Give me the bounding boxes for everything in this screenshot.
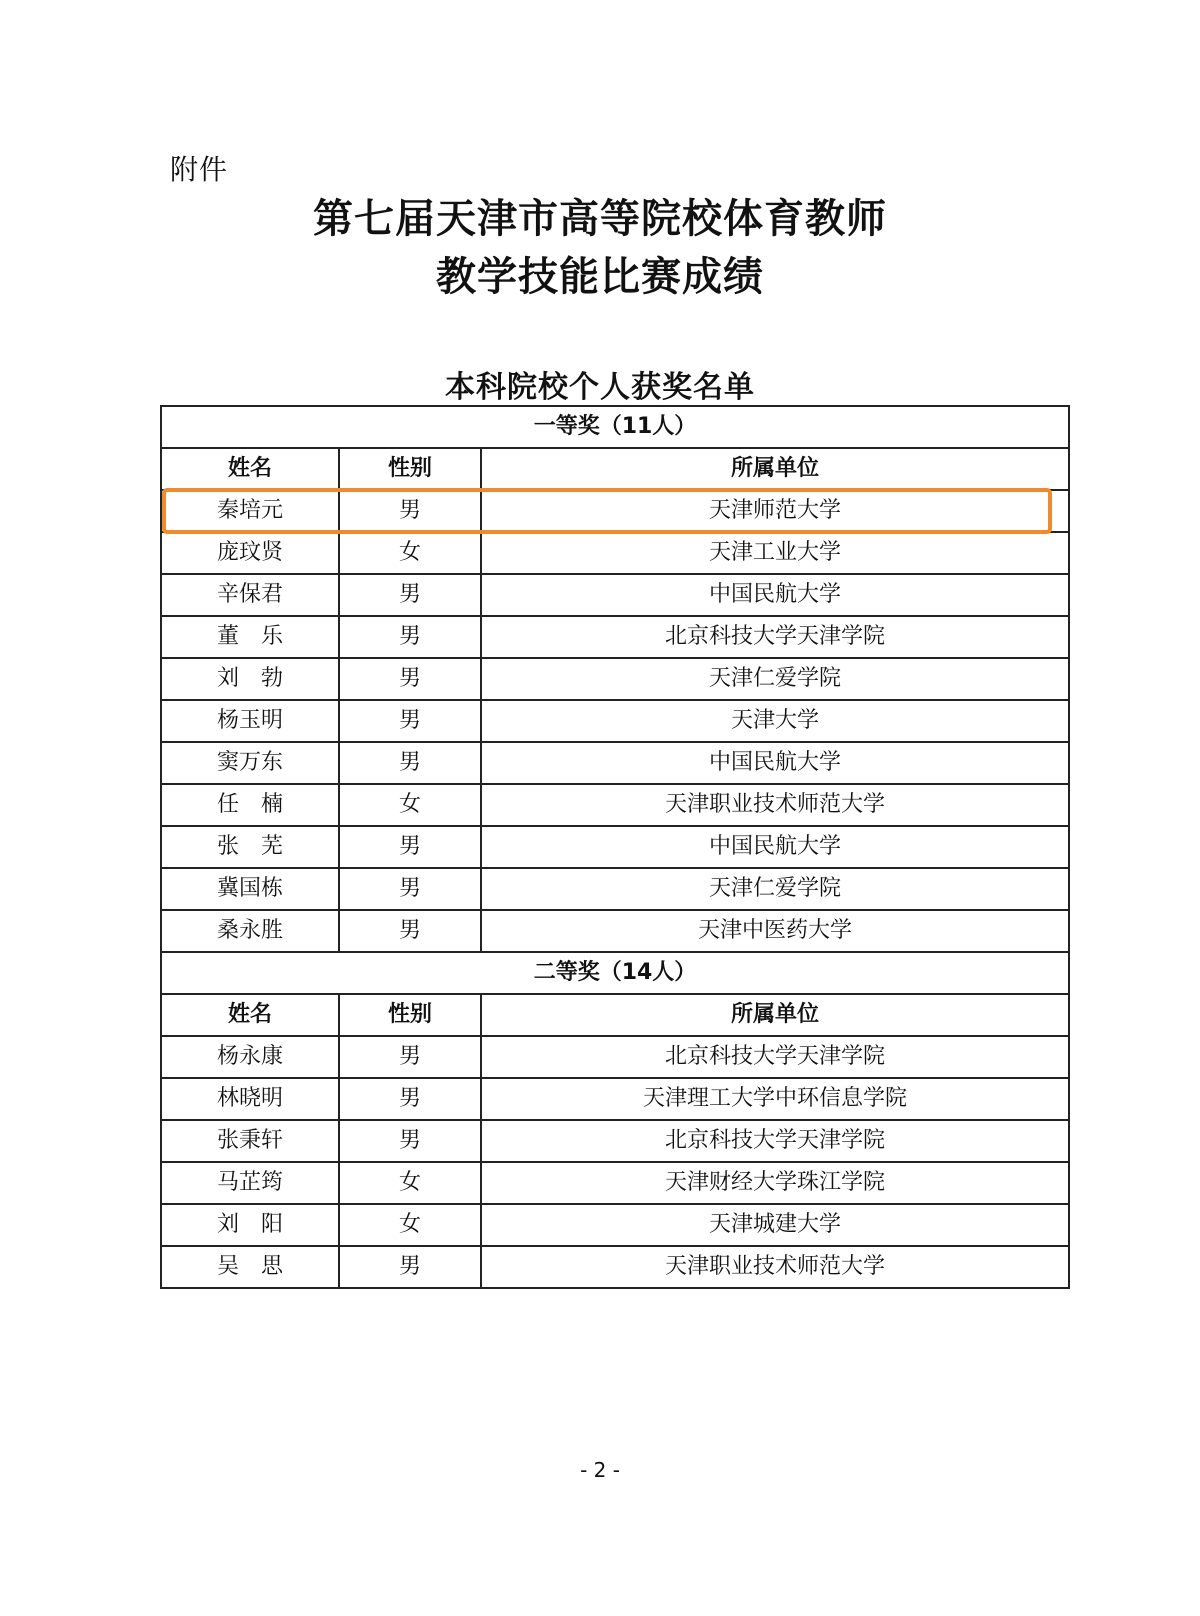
cell-name: 杨永康 <box>161 1036 339 1078</box>
cell-gender: 男 <box>339 1246 481 1288</box>
awards-table-body <box>161 406 1069 1288</box>
table-row <box>161 616 1069 658</box>
column-header-row <box>161 994 1069 1036</box>
cell-name: 马芷筠 <box>161 1162 339 1204</box>
cell-name: 杨玉明 <box>161 700 339 742</box>
cell-unit: 天津工业大学 <box>481 532 1069 574</box>
cell-gender: 男 <box>339 490 481 532</box>
section-title-row <box>161 952 1069 994</box>
column-header-name: 姓名 <box>161 994 339 1036</box>
cell-name: 桑永胜 <box>161 910 339 952</box>
cell-name: 张秉轩 <box>161 1120 339 1162</box>
cell-unit: 天津中医药大学 <box>481 910 1069 952</box>
table-row <box>161 490 1069 532</box>
document-title <box>0 190 1200 306</box>
cell-name: 冀国栋 <box>161 868 339 910</box>
column-header-unit: 所属单位 <box>481 448 1069 490</box>
cell-gender: 女 <box>339 784 481 826</box>
cell-gender: 男 <box>339 658 481 700</box>
cell-unit: 北京科技大学天津学院 <box>481 1036 1069 1078</box>
awards-table <box>160 405 1070 1289</box>
cell-gender: 男 <box>339 742 481 784</box>
column-header-row <box>161 448 1069 490</box>
table-row <box>161 1120 1069 1162</box>
cell-gender: 男 <box>339 1036 481 1078</box>
column-header-gender: 性别 <box>339 448 481 490</box>
cell-name: 刘 阳 <box>161 1204 339 1246</box>
table-row <box>161 1036 1069 1078</box>
cell-unit: 天津师范大学 <box>481 490 1069 532</box>
cell-gender: 男 <box>339 1120 481 1162</box>
cell-name: 张 芜 <box>161 826 339 868</box>
section-title: 一等奖（11人） <box>161 406 1069 448</box>
attachment-label: 附件 <box>170 153 229 186</box>
cell-name: 辛保君 <box>161 574 339 616</box>
cell-gender: 男 <box>339 574 481 616</box>
cell-name: 刘 勃 <box>161 658 339 700</box>
cell-gender: 男 <box>339 616 481 658</box>
table-row <box>161 1162 1069 1204</box>
cell-unit: 天津理工大学中环信息学院 <box>481 1078 1069 1120</box>
cell-unit: 天津仁爱学院 <box>481 658 1069 700</box>
table-row <box>161 700 1069 742</box>
cell-gender: 男 <box>339 700 481 742</box>
cell-unit: 天津城建大学 <box>481 1204 1069 1246</box>
cell-name: 董 乐 <box>161 616 339 658</box>
cell-gender: 女 <box>339 532 481 574</box>
table-row <box>161 658 1069 700</box>
cell-name: 庞玟贤 <box>161 532 339 574</box>
cell-gender: 男 <box>339 1078 481 1120</box>
cell-name: 林晓明 <box>161 1078 339 1120</box>
column-header-unit: 所属单位 <box>481 994 1069 1036</box>
table-row <box>161 784 1069 826</box>
cell-unit: 天津财经大学珠江学院 <box>481 1162 1069 1204</box>
cell-gender: 男 <box>339 826 481 868</box>
cell-gender: 男 <box>339 868 481 910</box>
cell-unit: 中国民航大学 <box>481 742 1069 784</box>
page-number: - 2 - <box>580 1458 620 1482</box>
table-row <box>161 1078 1069 1120</box>
cell-name: 吴 思 <box>161 1246 339 1288</box>
table-row <box>161 742 1069 784</box>
cell-unit: 中国民航大学 <box>481 826 1069 868</box>
cell-unit: 北京科技大学天津学院 <box>481 616 1069 658</box>
cell-unit: 天津职业技术师范大学 <box>481 784 1069 826</box>
cell-name: 任 楠 <box>161 784 339 826</box>
cell-unit: 天津大学 <box>481 700 1069 742</box>
section-title-row <box>161 406 1069 448</box>
table-row <box>161 532 1069 574</box>
cell-unit: 中国民航大学 <box>481 574 1069 616</box>
table-row <box>161 1204 1069 1246</box>
table-row <box>161 1246 1069 1288</box>
table-row <box>161 910 1069 952</box>
table-row <box>161 868 1069 910</box>
column-header-gender: 性别 <box>339 994 481 1036</box>
section-title: 二等奖（14人） <box>161 952 1069 994</box>
title-line-2: 教学技能比赛成绩 <box>436 254 764 300</box>
title-line-1: 第七届天津市高等院校体育教师 <box>313 196 887 242</box>
cell-name: 窦万东 <box>161 742 339 784</box>
cell-unit: 北京科技大学天津学院 <box>481 1120 1069 1162</box>
cell-unit: 天津职业技术师范大学 <box>481 1246 1069 1288</box>
table-row <box>161 826 1069 868</box>
cell-name: 秦培元 <box>161 490 339 532</box>
column-header-name: 姓名 <box>161 448 339 490</box>
cell-unit: 天津仁爱学院 <box>481 868 1069 910</box>
list-subtitle: 本科院校个人获奖名单 <box>445 370 755 405</box>
cell-gender: 女 <box>339 1162 481 1204</box>
cell-gender: 男 <box>339 910 481 952</box>
cell-gender: 女 <box>339 1204 481 1246</box>
table-row <box>161 574 1069 616</box>
